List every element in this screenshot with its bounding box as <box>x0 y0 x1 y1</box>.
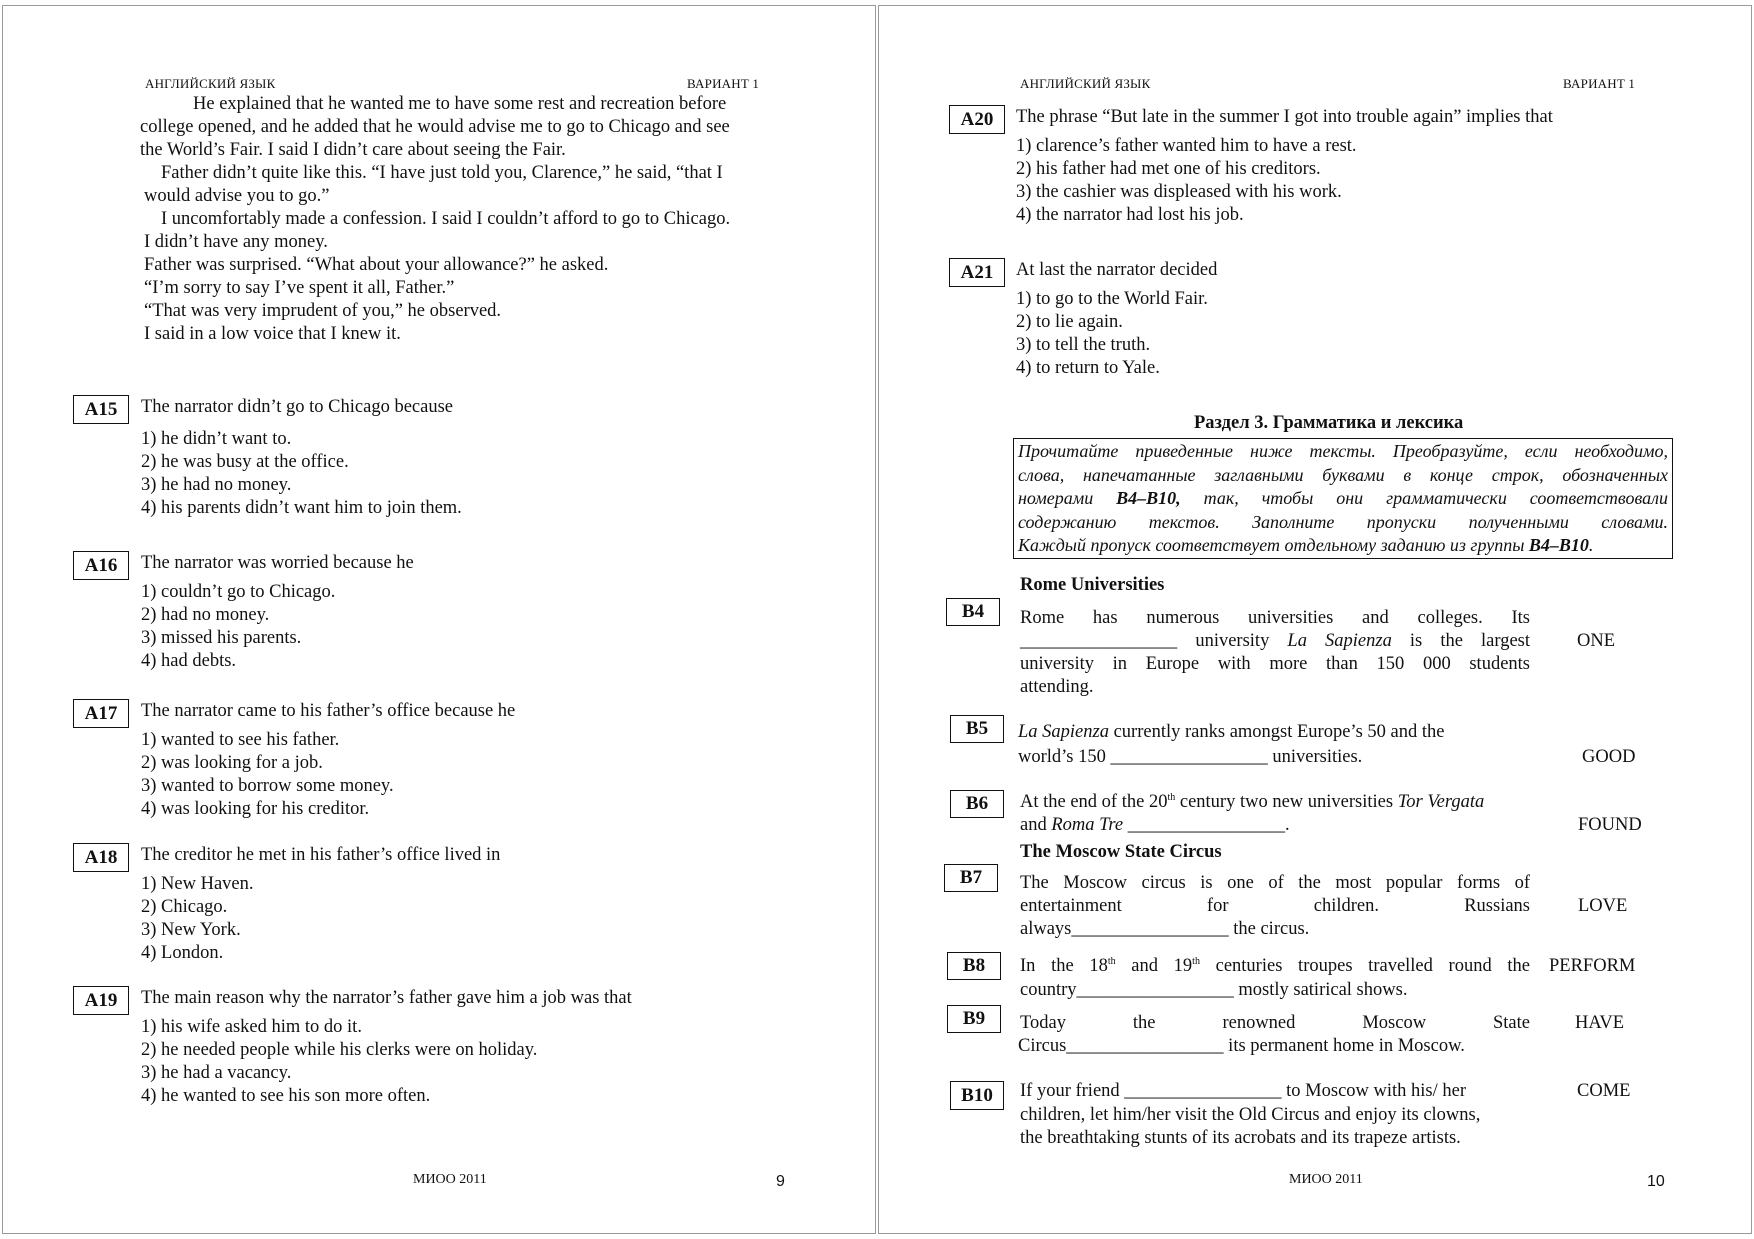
instructions-line: Прочитайте приведенные ниже тексты. Преобразуйте, если необходимо, <box>1018 441 1668 461</box>
keyword: COME <box>1577 1081 1631 1101</box>
instructions-text: Каждый пропуск соответствует отдельному заданию из группы <box>1018 535 1529 555</box>
story-line: I uncomfortably made a confession. I said I couldn’t afford to go to Chicago. <box>161 209 731 229</box>
item-line: entertainment for children. Russians <box>1020 896 1530 916</box>
item-text: In the 18 <box>1020 956 1108 976</box>
item-text: and 19 <box>1115 956 1193 976</box>
answer-option[interactable]: 1) to go to the World Fair. <box>1016 289 1208 309</box>
question-number-box: A19 <box>73 986 129 1015</box>
item-line <box>1020 631 1530 652</box>
gap-text: _________________. <box>1123 815 1290 835</box>
item-text: At the end of the 20 <box>1020 792 1168 812</box>
subject-header: АНГЛИЙСКИЙ ЯЗЫК <box>1020 76 1151 91</box>
item-line: Rome has numerous universities and colleges. Its <box>1020 608 1530 628</box>
variant-header: ВАРИАНТ 1 <box>687 76 760 91</box>
instructions-text: . <box>1588 535 1594 555</box>
answer-option[interactable]: 2) Chicago. <box>141 897 228 917</box>
question-stem: The main reason why the narrator’s father gave him a job was that <box>141 988 632 1008</box>
answer-option[interactable]: 3) New York. <box>141 920 241 940</box>
footer-org: МИОО 2011 <box>1289 1172 1363 1187</box>
story-line: I didn’t have any money. <box>144 232 328 252</box>
answer-option[interactable]: 2) was looking for a job. <box>141 753 323 773</box>
text-title: Rome Universities <box>1020 575 1165 595</box>
answer-option[interactable]: 3) he had a vacancy. <box>141 1063 292 1083</box>
answer-option[interactable]: 3) missed his parents. <box>141 628 302 648</box>
keyword: LOVE <box>1578 896 1628 916</box>
keyword: ONE <box>1577 631 1616 651</box>
left-page <box>2 5 876 1234</box>
item-line: the breathtaking stunts of its acrobats and its trapeze artists. <box>1020 1128 1461 1148</box>
item-line <box>1020 815 1290 836</box>
item-line: attending. <box>1020 677 1094 697</box>
item-line: If your friend _________________ to Moscow with his/ her <box>1020 1081 1467 1101</box>
item-text: and <box>1020 815 1052 835</box>
item-number-box: B4 <box>946 598 1000 626</box>
item-line <box>1020 956 1530 977</box>
keyword: GOOD <box>1582 747 1636 767</box>
question-number-box: A21 <box>949 258 1005 287</box>
item-line: The Moscow circus is one of the most popular forms of <box>1020 873 1530 893</box>
answer-option[interactable]: 2) his father had met one of his creditors. <box>1016 159 1321 179</box>
answer-option[interactable]: 4) London. <box>141 943 224 963</box>
answer-option[interactable]: 2) he was busy at the office. <box>141 452 349 472</box>
right-page <box>878 5 1752 1234</box>
answer-option[interactable]: 3) the cashier was displeased with his work. <box>1016 182 1342 202</box>
italic-name: La Sapienza <box>1287 631 1392 651</box>
question-stem: The narrator came to his father’s office because he <box>141 701 516 721</box>
question-stem: The narrator was worried because he <box>141 553 414 573</box>
answer-option[interactable]: 3) he had no money. <box>141 475 292 495</box>
italic-name: Roma Tre <box>1051 815 1124 835</box>
page-number: 10 <box>1647 1173 1665 1190</box>
story-line: I said in a low voice that I knew it. <box>144 324 401 344</box>
keyword: HAVE <box>1575 1013 1624 1033</box>
instructions-text: номерами <box>1018 488 1117 508</box>
italic-name: La Sapienza <box>1018 722 1109 742</box>
answer-option[interactable]: 1) couldn’t go to Chicago. <box>141 582 336 602</box>
text-title: The Moscow State Circus <box>1020 842 1222 862</box>
ordinal-suffix: th <box>1167 791 1176 803</box>
instructions-text: так, чтобы они грамматически соответствовали <box>1180 488 1668 508</box>
task-range: B4–B10, <box>1116 488 1181 508</box>
keyword: FOUND <box>1578 815 1642 835</box>
item-line: always_________________ the circus. <box>1020 919 1310 939</box>
item-line: Circus_________________ its permanent home in Moscow. <box>1018 1036 1465 1056</box>
story-line: would advise you to go.” <box>144 186 330 206</box>
italic-name: Tor Vergata <box>1397 792 1485 812</box>
answer-option[interactable]: 1) wanted to see his father. <box>141 730 340 750</box>
story-line: “I’m sorry to say I’ve spent it all, Father.” <box>144 278 455 298</box>
footer-org: МИОО 2011 <box>413 1172 487 1187</box>
gap-text: _________________ university <box>1020 631 1288 651</box>
item-number-box: B9 <box>947 1005 1001 1033</box>
answer-option[interactable]: 4) his parents didn’t want him to join them. <box>141 498 462 518</box>
answer-option[interactable]: 4) he wanted to see his son more often. <box>141 1086 431 1106</box>
story-line: the World’s Fair. I said I didn’t care about seeing the Fair. <box>140 140 566 160</box>
item-line <box>1020 792 1484 813</box>
question-stem: The narrator didn’t go to Chicago because <box>141 397 453 417</box>
page-number: 9 <box>776 1173 785 1190</box>
item-line: Today the renowned Moscow State <box>1020 1013 1530 1033</box>
section-title: Раздел 3. Грамматика и лексика <box>1194 413 1464 433</box>
item-line: country_________________ mostly satirical shows. <box>1020 980 1408 1000</box>
story-line: He explained that he wanted me to have some rest and recreation before <box>193 94 727 114</box>
instructions-line: содержанию текстов. Заполните пропуски полученными словами. <box>1018 511 1668 532</box>
story-line: Father was surprised. “What about your allowance?” he asked. <box>144 255 609 275</box>
variant-header: ВАРИАНТ 1 <box>1563 76 1636 91</box>
instructions-line <box>1018 487 1668 511</box>
question-number-box: A17 <box>73 699 129 728</box>
story-line: Father didn’t quite like this. “I have just told you, Clarence,” he said, “that I <box>161 163 723 183</box>
item-line: world’s 150 _________________ universities. <box>1018 747 1363 767</box>
item-line <box>1018 722 1444 743</box>
answer-option[interactable]: 4) the narrator had lost his job. <box>1016 205 1244 225</box>
answer-option[interactable]: 1) clarence’s father wanted him to have a rest. <box>1016 136 1357 156</box>
instructions-line: слова, напечатанные заглавными буквами в конце строк, обозначенных <box>1018 464 1668 485</box>
answer-option[interactable]: 1) his wife asked him to do it. <box>141 1017 362 1037</box>
question-stem: At last the narrator decided <box>1016 260 1218 280</box>
item-number-box: B10 <box>950 1081 1004 1110</box>
ordinal-suffix: th <box>1192 955 1200 967</box>
keyword: PERFORM <box>1549 956 1636 976</box>
task-range: B4–B10 <box>1528 535 1589 555</box>
answer-option[interactable]: 2) had no money. <box>141 605 270 625</box>
story-line: college opened, and he added that he would advise me to go to Chicago and see <box>140 117 730 137</box>
instructions-line <box>1018 534 1668 558</box>
subject-header: АНГЛИЙСКИЙ ЯЗЫК <box>145 76 276 91</box>
item-text: century two new universities <box>1175 792 1398 812</box>
item-text: currently ranks amongst Europe’s 50 and the <box>1108 722 1445 742</box>
question-stem: The creditor he met in his father’s office lived in <box>141 845 501 865</box>
item-number-box: B6 <box>950 790 1004 818</box>
answer-option[interactable]: 1) he didn’t want to. <box>141 429 292 449</box>
answer-option[interactable]: 3) to tell the truth. <box>1016 335 1151 355</box>
ordinal-suffix: th <box>1107 955 1116 967</box>
item-number-box: B8 <box>947 952 1001 980</box>
question-number-box: A20 <box>949 105 1005 134</box>
item-text: centuries troupes travelled round the <box>1199 956 1530 976</box>
answer-option[interactable]: 2) he needed people while his clerks were on holiday. <box>141 1040 538 1060</box>
question-number-box: A16 <box>73 551 129 580</box>
answer-option[interactable]: 2) to lie again. <box>1016 312 1123 332</box>
item-number-box: B5 <box>950 715 1004 743</box>
answer-option[interactable]: 4) to return to Yale. <box>1016 358 1160 378</box>
item-number-box: B7 <box>944 864 998 892</box>
question-number-box: A18 <box>73 843 129 872</box>
answer-option[interactable]: 4) was looking for his creditor. <box>141 799 370 819</box>
story-line: “That was very imprudent of you,” he observed. <box>144 301 502 321</box>
question-stem: The phrase “But late in the summer I got into trouble again” implies that <box>1016 107 1553 127</box>
answer-option[interactable]: 1) New Haven. <box>141 874 254 894</box>
instructions-box <box>1013 438 1673 559</box>
item-line: children, let him/her visit the Old Circus and enjoy its clowns, <box>1020 1105 1481 1125</box>
question-number-box: A15 <box>73 395 129 424</box>
answer-option[interactable]: 3) wanted to borrow some money. <box>141 776 394 796</box>
item-text: is the largest <box>1391 631 1530 651</box>
answer-option[interactable]: 4) had debts. <box>141 651 237 671</box>
item-line: university in Europe with more than 150 000 students <box>1020 654 1530 674</box>
